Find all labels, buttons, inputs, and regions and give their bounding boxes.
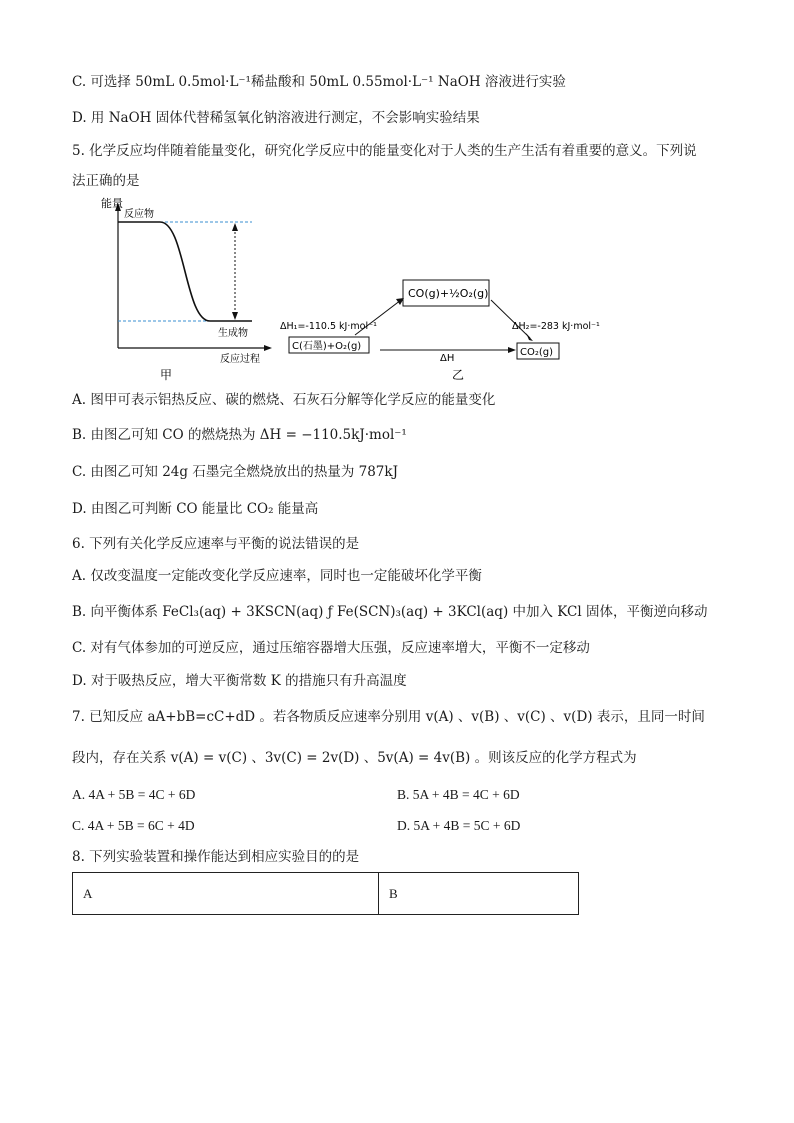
question-7-option-b: B. 5A + 4B = 4C + 6D: [397, 787, 520, 802]
product-label: 生成物: [218, 328, 248, 339]
arrow-dh2: [491, 300, 530, 338]
y-axis-label-top: 能量: [101, 197, 123, 210]
caption-jia: 甲: [160, 368, 173, 382]
dh-label: ΔH: [440, 353, 455, 364]
energy-curve: [118, 222, 252, 321]
question-5-option-d: D. 由图乙可判断 CO 能量比 CO₂ 能量高: [72, 501, 319, 517]
caption-yi: 乙: [452, 368, 465, 382]
question-5-stem-line1: 5. 化学反应均伴随着能量变化，研究化学反应中的能量变化对于人类的生产生活有着重要的意义。下列说: [72, 143, 697, 159]
question-7-option-d: D. 5A + 4B = 5C + 6D: [397, 818, 521, 833]
option-d-prev: D. 用 NaOH 固体代替稀氢氧化钠溶液进行测定，不会影响实验结果: [72, 110, 480, 126]
question-6-option-b: B. 向平衡体系 FeCl₃(aq) + 3KSCN(aq) ƒ Fe(SCN)₃(aq) + 3KCl(aq) 中加入 KCl 固体，平衡逆向移动: [72, 604, 708, 620]
reactant-label: 反应物: [124, 209, 154, 220]
figure-jia: [101, 196, 272, 382]
dh2-label: ΔH₂=-283 kJ·mol⁻¹: [512, 321, 600, 332]
dh1-label: ΔH₁=-110.5 kJ·mol⁻¹: [280, 321, 377, 332]
question-8-table: [72, 872, 579, 915]
right-box-label: CO₂(g): [520, 347, 554, 358]
top-box-label: CO(g)+½O₂(g): [408, 287, 489, 300]
figure-yi: [280, 280, 600, 382]
x-axis-arrow: [264, 345, 272, 351]
question-8-stem: 8. 下列实验装置和操作能达到相应实验目的的是: [72, 849, 360, 865]
question-5-option-a: A. 图甲可表示铝热反应、碳的燃烧、石灰石分解等化学反应的能量变化: [72, 392, 496, 408]
question-7-stem-line1: 7. 已知反应 aA+bB=cC+dD 。若各物质反应速率分别用 v(A) 、v(B) 、v(C) 、v(D) 表示，且同一时间: [72, 709, 705, 725]
question-6-option-d: D. 对于吸热反应，增大平衡常数 K 的措施只有升高温度: [72, 673, 407, 689]
question-5-option-b: B. 由图乙可知 CO 的燃烧热为 ΔH = −110.5kJ·mol⁻¹: [72, 427, 407, 443]
question-5-option-c: C. 由图乙可知 24g 石墨完全燃烧放出的热量为 787kJ: [72, 464, 398, 480]
left-box-label: C(石墨)+O₂(g): [292, 341, 362, 352]
question-7-option-a: A. 4A + 5B = 4C + 6D: [72, 787, 196, 802]
question-6-option-a: A. 仅改变温度一定能改变化学反应速率，同时也一定能破坏化学平衡: [72, 568, 482, 584]
x-axis-label: 反应过程: [220, 354, 260, 365]
table-cell-a: A: [73, 873, 379, 915]
question-7-option-c: C. 4A + 5B = 6C + 4D: [72, 818, 195, 833]
question-6-stem: 6. 下列有关化学反应速率与平衡的说法错误的是: [72, 536, 360, 552]
table-cell-b: B: [379, 873, 579, 915]
question-5-stem-line2: 法正确的是: [72, 173, 140, 189]
option-c-prev: C. 可选择 50mL 0.5mol·L⁻¹稀盐酸和 50mL 0.55mol·L⁻¹ NaOH 溶液进行实验: [72, 74, 566, 90]
energy-diagrams: [0, 0, 794, 400]
table-row: [73, 873, 579, 915]
question-7-stem-line2: 段内，存在关系 v(A) = v(C) 、3v(C) = 2v(D) 、5v(A) = 4v(B) 。则该反应的化学方程式为: [72, 750, 637, 766]
question-6-option-c: C. 对有气体参加的可逆反应，通过压缩容器增大压强，反应速率增大，平衡不一定移动: [72, 640, 590, 656]
